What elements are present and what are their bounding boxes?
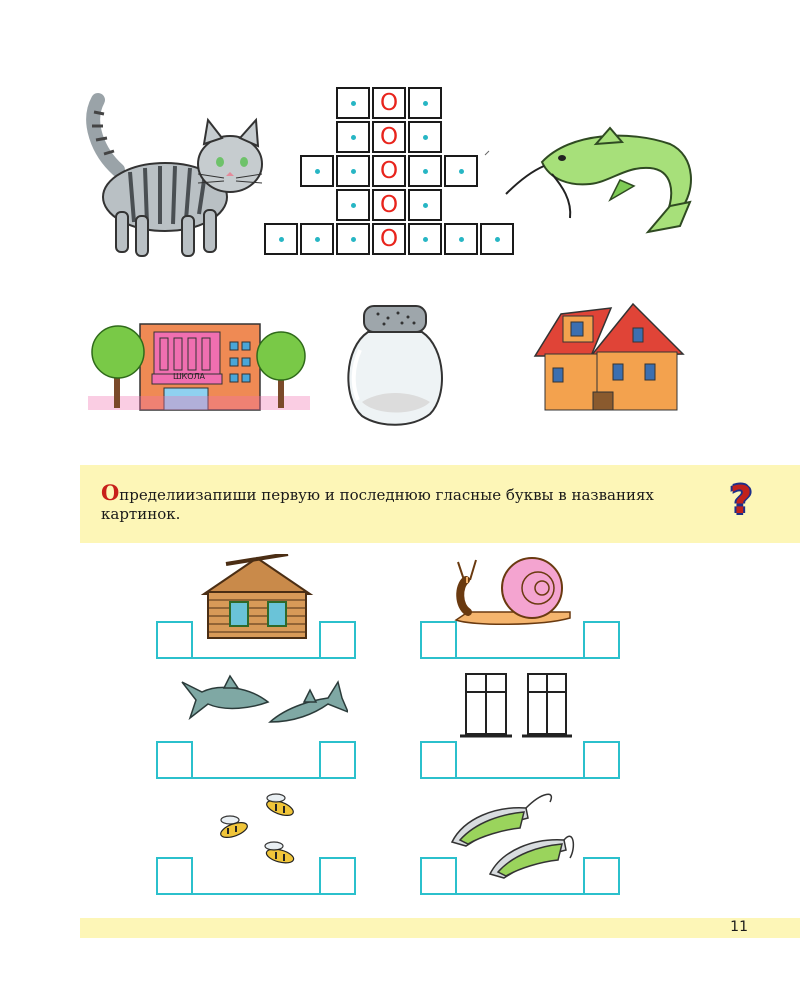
instruction-band <box>80 465 800 543</box>
crossword-cell[interactable] <box>444 155 478 187</box>
crossword-dot <box>423 169 428 174</box>
windows-picture <box>460 672 576 740</box>
crossword-dot <box>315 237 320 242</box>
crossword-cell[interactable] <box>408 121 442 153</box>
crossword-dot <box>423 203 428 208</box>
catfish-picture <box>500 122 700 242</box>
crossword-dot <box>279 237 284 242</box>
crossword-dot <box>351 135 356 140</box>
crossword-cell[interactable] <box>264 223 298 255</box>
answer-box-sharks[interactable] <box>156 741 356 781</box>
crossword-dot <box>423 237 428 242</box>
task-initial-letter: О <box>101 480 120 505</box>
page-footer <box>80 918 800 938</box>
crossword-cell[interactable] <box>336 87 370 119</box>
crossword-cell[interactable] <box>336 121 370 153</box>
answer-box-windows[interactable] <box>420 741 620 781</box>
crossword-cell <box>372 87 406 119</box>
crossword-dot <box>423 135 428 140</box>
school-picture <box>88 312 310 412</box>
crossword-dot <box>495 237 500 242</box>
task-instruction <box>101 480 721 524</box>
salt-shaker-picture <box>340 302 450 428</box>
crossword-dot <box>459 237 464 242</box>
crossword-cell <box>372 189 406 221</box>
crossword-cell[interactable] <box>408 223 442 255</box>
crossword-cell[interactable] <box>300 155 334 187</box>
crossword-dot <box>423 101 428 106</box>
answer-box-irons[interactable] <box>420 857 620 897</box>
task-line-1: пределиизапиши первую и последнюю гласные буквы в названиях <box>119 486 654 504</box>
crossword-cell <box>372 155 406 187</box>
crossword-cell[interactable] <box>336 189 370 221</box>
crossword-cell[interactable] <box>444 223 478 255</box>
crossword-cell[interactable] <box>300 223 334 255</box>
page-number: 11 <box>730 919 748 935</box>
question-mark-icon: ? <box>730 478 753 522</box>
crossword-cell[interactable] <box>408 189 442 221</box>
pencil-mark <box>484 150 490 156</box>
crossword-cell[interactable] <box>408 87 442 119</box>
house-picture <box>533 296 693 416</box>
answer-box-log-hut[interactable] <box>156 621 356 661</box>
answer-box-snail[interactable] <box>420 621 620 661</box>
crossword-letter: О <box>379 191 399 218</box>
crossword-letter: О <box>379 225 399 252</box>
crossword-dot <box>351 101 356 106</box>
answer-box-wasps[interactable] <box>156 857 356 897</box>
crossword-cell[interactable] <box>336 223 370 255</box>
crossword-dot <box>459 169 464 174</box>
crossword-cell <box>372 121 406 153</box>
crossword-letter: О <box>379 157 399 184</box>
crossword-dot <box>315 169 320 174</box>
crossword-letter: О <box>379 89 399 116</box>
crossword-dot <box>351 203 356 208</box>
crossword-letter: О <box>379 123 399 150</box>
crossword-cell[interactable] <box>336 155 370 187</box>
task-line-2: картинок. <box>101 505 181 523</box>
crossword-cell[interactable] <box>408 155 442 187</box>
school-sign: ШКОЛА <box>172 372 206 381</box>
crossword-dot <box>351 169 356 174</box>
crossword-dot <box>351 237 356 242</box>
crossword-cell <box>372 223 406 255</box>
snail-picture <box>452 556 574 628</box>
sharks-picture <box>178 668 348 732</box>
